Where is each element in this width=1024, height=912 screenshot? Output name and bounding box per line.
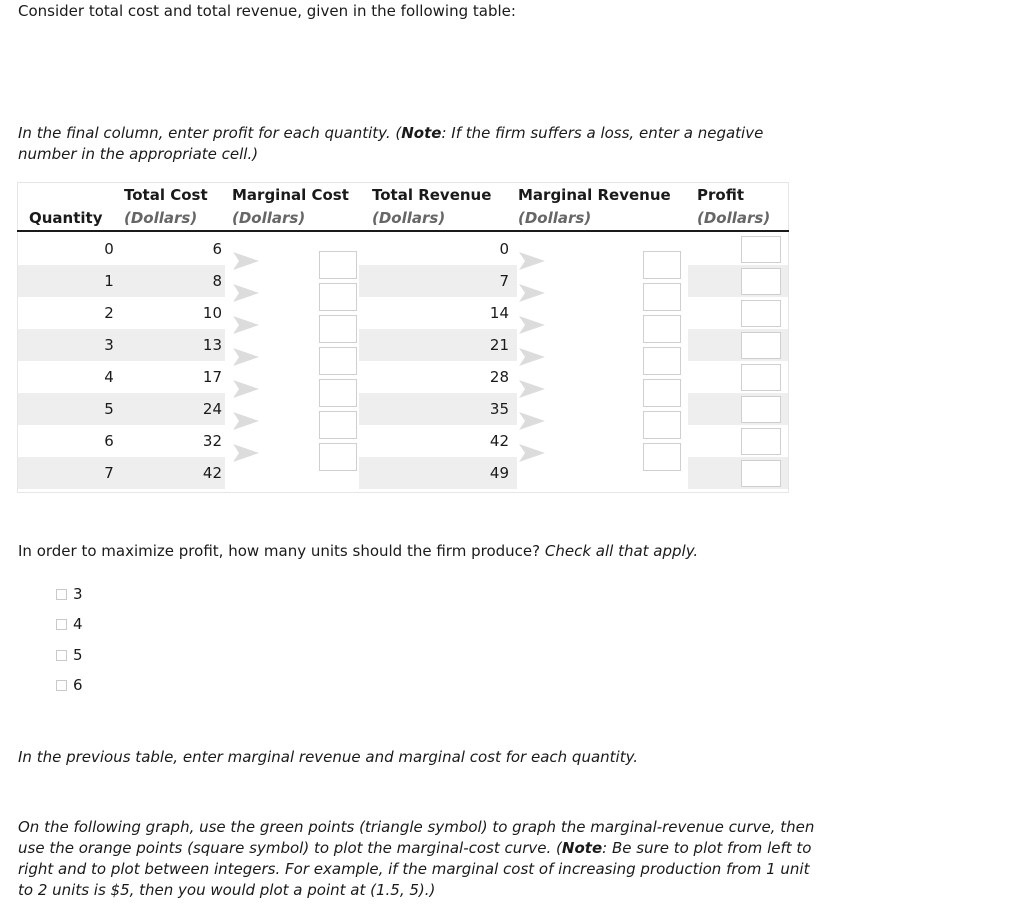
total-cost-cell: 24 — [202, 400, 222, 418]
profit-input[interactable] — [741, 396, 781, 423]
total-revenue-cell: 35 — [489, 400, 509, 418]
marginal-revenue-input[interactable] — [643, 347, 681, 375]
marginal-revenue-input[interactable] — [643, 379, 681, 407]
marginal-cost-input[interactable] — [319, 347, 357, 375]
option-checkbox[interactable] — [56, 650, 67, 661]
chevron-right-icon — [517, 378, 547, 400]
header-total-cost: Total Cost — [124, 186, 208, 204]
chevron-right-icon — [231, 410, 261, 432]
quantity-cell: 3 — [104, 336, 114, 354]
chevron-right-icon — [231, 250, 261, 272]
quantity-cell: 0 — [104, 240, 114, 258]
header-marginal-cost: Marginal Cost — [232, 186, 349, 204]
header-marginal-cost-unit: (Dollars) — [232, 209, 306, 227]
header-total-revenue-unit: (Dollars) — [372, 209, 446, 227]
chevron-right-icon — [517, 250, 547, 272]
profit-instruction-after: : If the firm suffers a loss, enter a negative number in the appropriate cell.) — [18, 124, 764, 163]
total-revenue-cell: 42 — [489, 432, 509, 450]
header-divider — [17, 230, 789, 232]
total-cost-cell: 42 — [202, 464, 222, 482]
marginal-revenue-input[interactable] — [643, 283, 681, 311]
profit-input[interactable] — [741, 300, 781, 327]
chevron-right-icon — [517, 346, 547, 368]
option-6[interactable] — [56, 675, 83, 695]
total-revenue-cell: 28 — [489, 368, 509, 386]
marginal-revenue-input[interactable] — [643, 251, 681, 279]
header-marginal-revenue: Marginal Revenue — [518, 186, 671, 204]
marginal-cost-input[interactable] — [319, 283, 357, 311]
profit-input[interactable] — [741, 460, 781, 487]
header-profit: Profit — [697, 186, 744, 204]
profit-input[interactable] — [741, 268, 781, 295]
total-cost-cell: 8 — [212, 272, 222, 290]
total-revenue-cell: 14 — [489, 304, 509, 322]
profit-instruction-before: In the final column, enter profit for each quantity. ( — [18, 124, 402, 142]
intro-text: Consider total cost and total revenue, given in the following table: — [18, 2, 516, 20]
option-label: 5 — [73, 646, 83, 664]
chevron-right-icon — [231, 346, 261, 368]
option-4[interactable] — [56, 614, 83, 634]
option-checkbox[interactable] — [56, 619, 67, 630]
quantity-cell: 2 — [104, 304, 114, 322]
marginal-revenue-input[interactable] — [643, 411, 681, 439]
profit-input[interactable] — [741, 236, 781, 263]
total-revenue-cell: 21 — [489, 336, 509, 354]
profit-input[interactable] — [741, 428, 781, 455]
total-cost-cell: 17 — [202, 368, 222, 386]
total-revenue-cell: 49 — [489, 464, 509, 482]
marginal-cost-input[interactable] — [319, 315, 357, 343]
graph-instruction-after: : Be sure to plot from left to right and to plot between integers. For example, if the marginal cost of increasing production from 1 unit to 2 units is $5, then you would plot a point at (1.5, 5).) — [18, 839, 812, 899]
total-cost-cell: 6 — [212, 240, 222, 258]
option-label: 6 — [73, 676, 83, 694]
header-total-cost-unit: (Dollars) — [124, 209, 198, 227]
profit-instruction-note: Note — [401, 124, 442, 142]
graph-instruction-note: Note — [561, 839, 603, 857]
total-revenue-cell: 0 — [499, 240, 509, 258]
marginal-cost-input[interactable] — [319, 411, 357, 439]
profit-input[interactable] — [741, 332, 781, 359]
option-label: 3 — [73, 585, 83, 603]
header-marginal-revenue-unit: (Dollars) — [518, 209, 592, 227]
option-3[interactable] — [56, 584, 83, 604]
chevron-right-icon — [231, 282, 261, 304]
marginal-instruction: In the previous table, enter marginal revenue and marginal cost for each quantity. — [18, 748, 639, 766]
total-revenue-cell: 7 — [499, 272, 509, 290]
chevron-right-icon — [517, 282, 547, 304]
option-checkbox[interactable] — [56, 589, 67, 600]
chevron-right-icon — [231, 378, 261, 400]
option-5[interactable] — [56, 645, 83, 665]
question-hint: Check all that apply. — [544, 542, 699, 560]
option-checkbox[interactable] — [56, 680, 67, 691]
option-label: 4 — [73, 615, 83, 633]
marginal-revenue-input[interactable] — [643, 315, 681, 343]
chevron-right-icon — [517, 442, 547, 464]
total-cost-cell: 13 — [202, 336, 222, 354]
profit-instruction — [18, 123, 778, 165]
marginal-cost-input[interactable] — [319, 251, 357, 279]
profit-input[interactable] — [741, 364, 781, 391]
total-cost-cell: 10 — [202, 304, 222, 322]
maximize-question — [18, 541, 698, 562]
graph-instruction-before: On the following graph, use the green points (triangle symbol) to graph the marginal-revenue curve, then use the orange points (square symbol) to plot the marginal-cost curve. ( — [18, 818, 815, 857]
chevron-right-icon — [231, 314, 261, 336]
quantity-cell: 7 — [104, 464, 114, 482]
chevron-right-icon — [517, 410, 547, 432]
chevron-right-icon — [517, 314, 547, 336]
header-profit-unit: (Dollars) — [697, 209, 771, 227]
header-total-revenue: Total Revenue — [372, 186, 492, 204]
marginal-revenue-input[interactable] — [643, 443, 681, 471]
graph-instruction — [18, 817, 828, 901]
chevron-right-icon — [231, 442, 261, 464]
quantity-cell: 1 — [104, 272, 114, 290]
header-quantity: Quantity — [29, 209, 103, 227]
quantity-cell: 6 — [104, 432, 114, 450]
quantity-cell: 5 — [104, 400, 114, 418]
question-text: In order to maximize profit, how many units should the firm produce? — [18, 542, 541, 560]
marginal-cost-input[interactable] — [319, 379, 357, 407]
quantity-cell: 4 — [104, 368, 114, 386]
total-cost-cell: 32 — [202, 432, 222, 450]
marginal-cost-input[interactable] — [319, 443, 357, 471]
